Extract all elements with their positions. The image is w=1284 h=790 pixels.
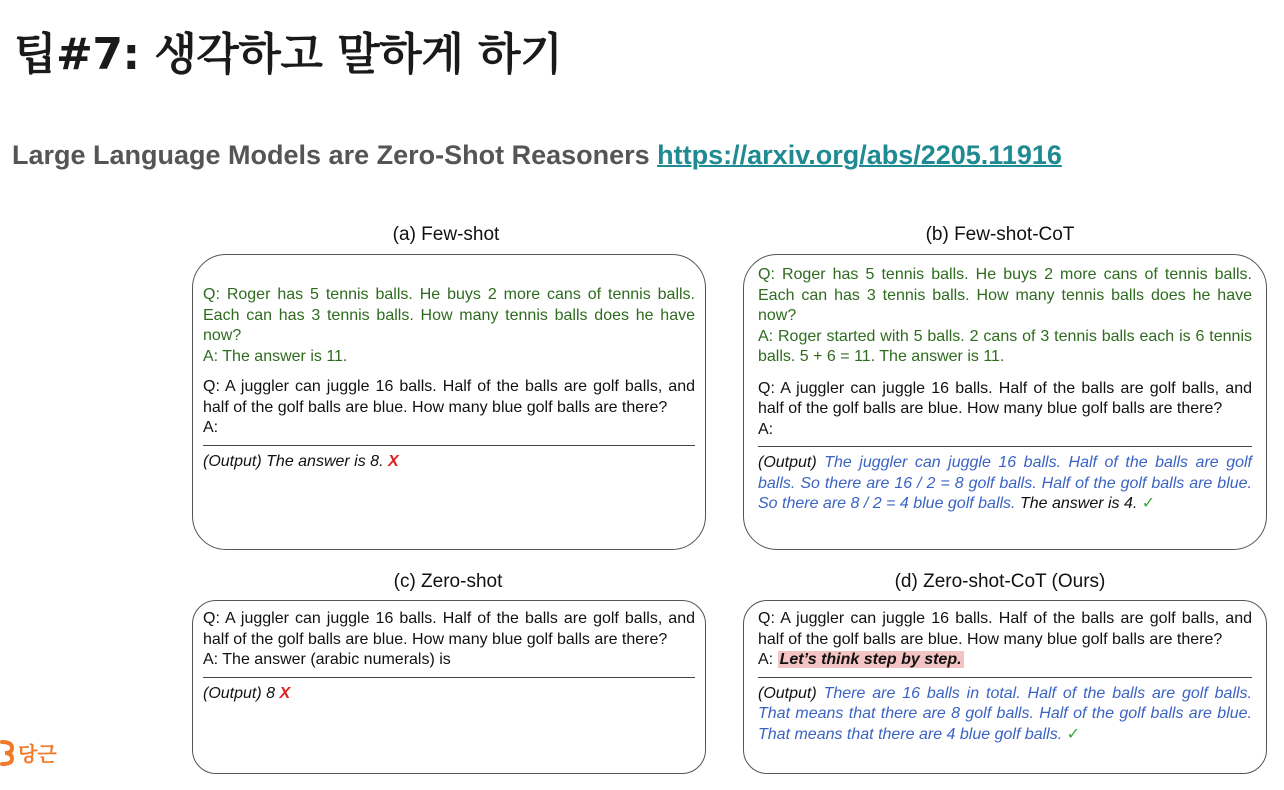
panel-a-example-answer: A: The answer is 11. (203, 347, 348, 365)
panel-a-output-text: The answer is 8. (266, 452, 384, 470)
paper-title: Large Language Models are Zero-Shot Reasoners (12, 140, 650, 170)
panel-d-answer-prefix: A: (758, 651, 774, 668)
panel-a-output (203, 452, 695, 473)
check-mark-icon: ✓ (1141, 495, 1156, 512)
panel-b-title: (b) Few-shot-CoT (925, 224, 1075, 245)
panel-a-example-question: Q: Roger has 5 tennis balls. He buys 2 more cans of tennis balls. Each can has 3 tennis balls. How many tennis balls does he have now? (203, 286, 695, 344)
panel-a-answer-prompt: A: (203, 419, 219, 436)
check-mark-icon: ✓ (1066, 725, 1081, 743)
panel-d-reasoning: There are 16 balls in total. Half of the balls are golf balls. That means that there are 8 golf balls. Half of the golf balls are blue. That means that there are 4 blue golf balls. (758, 684, 1252, 743)
panel-b-reasoning: The juggler can juggle 16 balls. Half of the balls are golf balls. So there are 16 / 2 = 8 golf balls. Half of the golf balls are blue. So there are 8 / 2 = 4 blue golf balls. (758, 454, 1252, 512)
panel-c-question: Q: A juggler can juggle 16 balls. Half of the balls are golf balls, and half of the golf balls are blue. How many blue golf balls are there? (203, 610, 695, 648)
panel-c-title: (c) Zero-shot (393, 571, 503, 592)
panel-b-output-label: (Output) (758, 454, 817, 471)
panel-c-output-label: (Output) (203, 684, 262, 702)
paper-reference (12, 140, 1062, 171)
panel-a-box (192, 254, 706, 550)
panel-b-divider (758, 446, 1252, 447)
panel-b-example-question: Q: Roger has 5 tennis balls. He buys 2 more cans of tennis balls. Each can has 3 tennis balls. How many tennis balls does he have now? (758, 266, 1252, 324)
panel-d-box (743, 600, 1267, 774)
logo-text: 당근 (18, 742, 57, 766)
daangn-logo (0, 738, 57, 767)
panel-d-divider (758, 677, 1252, 678)
panel-a-divider (203, 445, 695, 446)
panel-c-answer-prompt: A: The answer (arabic numerals) is (203, 651, 451, 668)
panel-c-output-text: 8 (266, 684, 276, 702)
panel-c-output (203, 684, 695, 705)
carrot-logo-icon (0, 740, 14, 766)
panel-d-output-label: (Output) (758, 684, 817, 702)
panel-b-answer-prompt: A: (758, 420, 774, 438)
panel-d-title: (d) Zero-shot-CoT (Ours) (894, 571, 1106, 592)
panel-d-cot-prompt: Let’s think step by step. (779, 651, 962, 668)
wrong-mark-icon: X (387, 452, 399, 470)
slide-title: 팁#7: 생각하고 말하게 하기 (14, 29, 563, 80)
panel-b-answer: The answer is 4. (1019, 495, 1138, 512)
panel-d-question: Q: A juggler can juggle 16 balls. Half of the balls are golf balls, and half of the golf balls are blue. How many blue golf balls are there? (758, 610, 1252, 648)
panel-c-divider (203, 677, 695, 678)
panel-a-output-label: (Output) (203, 452, 262, 470)
panel-a-title: (a) Few-shot (392, 224, 500, 245)
panel-b-question: Q: A juggler can juggle 16 balls. Half of the balls are golf balls, and half of the golf balls are blue. How many blue golf balls are there? (758, 379, 1252, 417)
panel-d-output (758, 684, 1252, 746)
panel-d-answer-line (758, 650, 1252, 671)
panel-b-example-answer: A: Roger started with 5 balls. 2 cans of 3 tennis balls each is 6 tennis balls. 5 + 6 = 11. The answer is 11. (758, 327, 1252, 365)
panel-c-box (192, 600, 706, 774)
panel-a-question: Q: A juggler can juggle 16 balls. Half of the balls are golf balls, and half of the golf balls are blue. How many blue golf balls are there? (203, 378, 695, 416)
panel-b-box (743, 254, 1267, 550)
paper-link[interactable]: https://arxiv.org/abs/2205.11916 (657, 140, 1062, 170)
panel-b-output (758, 453, 1252, 515)
wrong-mark-icon: X (279, 684, 291, 702)
